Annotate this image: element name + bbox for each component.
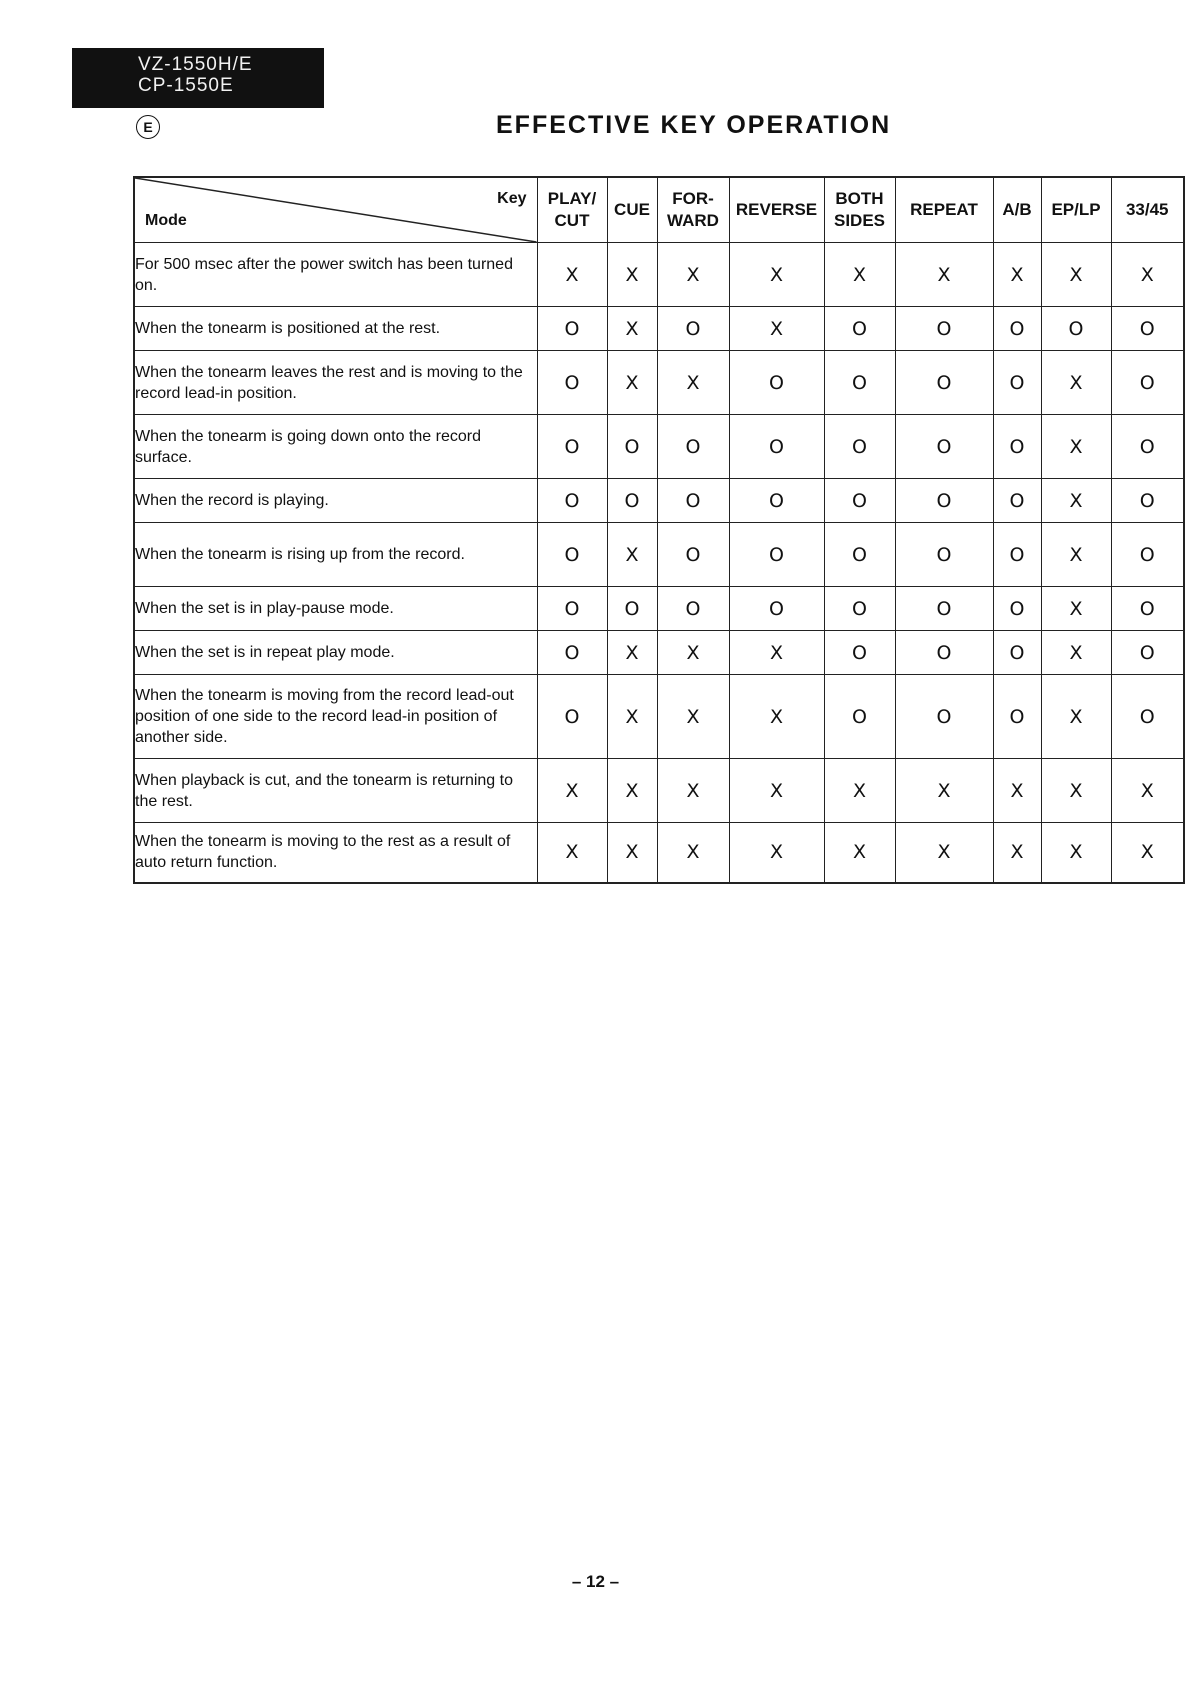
operation-mark: O: [1111, 479, 1184, 523]
operation-mark: X: [1111, 243, 1184, 307]
operation-mark: O: [824, 415, 895, 479]
mode-description: When the record is playing.: [134, 479, 537, 523]
column-header: 33/45: [1111, 177, 1184, 243]
operation-mark: O: [729, 587, 824, 631]
operation-mark: O: [1111, 675, 1184, 759]
model-line-2: CP-1550E: [138, 75, 234, 96]
operation-mark: X: [537, 243, 607, 307]
operation-mark: O: [537, 523, 607, 587]
table-header-row: [134, 177, 1184, 243]
operation-mark: X: [1041, 243, 1111, 307]
operation-mark: X: [607, 631, 657, 675]
operation-mark: O: [1111, 587, 1184, 631]
operation-mark: O: [537, 675, 607, 759]
operation-mark: O: [607, 587, 657, 631]
table-row: [134, 351, 1184, 415]
operation-mark: O: [993, 587, 1041, 631]
operation-mark: X: [729, 759, 824, 823]
operation-mark: X: [895, 759, 993, 823]
operation-mark: X: [607, 351, 657, 415]
operation-mark: O: [993, 351, 1041, 415]
operation-mark: O: [1111, 631, 1184, 675]
column-header: REVERSE: [729, 177, 824, 243]
operation-mark: O: [824, 307, 895, 351]
mode-description: When the set is in repeat play mode.: [134, 631, 537, 675]
operation-mark: O: [537, 415, 607, 479]
operation-mark: X: [729, 823, 824, 883]
mode-label: Mode: [145, 212, 187, 229]
operation-mark: X: [1111, 759, 1184, 823]
mode-description: When the tonearm is positioned at the rest.: [134, 307, 537, 351]
model-line-1: VZ-1550H/E: [138, 54, 253, 75]
operation-mark: O: [993, 675, 1041, 759]
operation-mark: O: [993, 631, 1041, 675]
operation-mark: O: [657, 479, 729, 523]
operation-mark: O: [657, 523, 729, 587]
column-header: BOTH SIDES: [824, 177, 895, 243]
operation-mark: X: [729, 631, 824, 675]
operation-mark: X: [607, 823, 657, 883]
operation-mark: X: [1111, 823, 1184, 883]
operation-mark: X: [1041, 351, 1111, 415]
operation-mark: O: [895, 415, 993, 479]
operation-mark: O: [729, 415, 824, 479]
operation-mark: X: [1041, 587, 1111, 631]
operation-mark: X: [1041, 759, 1111, 823]
operation-mark: O: [537, 351, 607, 415]
mode-description: When the tonearm is going down onto the record surface.: [134, 415, 537, 479]
operation-mark: O: [895, 587, 993, 631]
operation-mark: X: [657, 631, 729, 675]
section-mark: E: [136, 115, 160, 139]
operation-mark: X: [607, 307, 657, 351]
table-row: [134, 307, 1184, 351]
operation-mark: X: [607, 675, 657, 759]
operation-mark: O: [895, 307, 993, 351]
table-row: [134, 415, 1184, 479]
operation-mark: X: [607, 243, 657, 307]
operation-mark: O: [895, 479, 993, 523]
operation-mark: X: [895, 823, 993, 883]
operation-mark: X: [607, 523, 657, 587]
table-row: [134, 523, 1184, 587]
column-header: REPEAT: [895, 177, 993, 243]
mode-description: When the tonearm is moving to the rest as a result of auto return function.: [134, 823, 537, 883]
table-row: [134, 479, 1184, 523]
operation-mark: X: [657, 823, 729, 883]
operation-mark: X: [657, 351, 729, 415]
operation-mark: X: [1041, 479, 1111, 523]
key-mode-corner: [134, 177, 537, 243]
operation-mark: X: [729, 243, 824, 307]
column-header: FOR- WARD: [657, 177, 729, 243]
operation-mark: O: [1111, 351, 1184, 415]
table-row: [134, 675, 1184, 759]
operation-mark: O: [895, 523, 993, 587]
table-row: [134, 243, 1184, 307]
column-header: A/B: [993, 177, 1041, 243]
operation-mark: O: [895, 351, 993, 415]
operation-mark: O: [729, 351, 824, 415]
operation-mark: O: [1111, 307, 1184, 351]
diagonal-divider: [135, 178, 537, 242]
operation-mark: X: [824, 243, 895, 307]
operation-mark: O: [729, 479, 824, 523]
operation-mark: O: [729, 523, 824, 587]
operation-mark: O: [537, 479, 607, 523]
operation-mark: O: [824, 479, 895, 523]
operation-mark: X: [895, 243, 993, 307]
operation-mark: X: [657, 675, 729, 759]
column-header: EP/LP: [1041, 177, 1111, 243]
operation-mark: O: [993, 307, 1041, 351]
operation-mark: X: [824, 823, 895, 883]
operation-mark: O: [824, 631, 895, 675]
column-header: CUE: [607, 177, 657, 243]
model-badge: [72, 48, 324, 108]
operation-mark: X: [993, 823, 1041, 883]
operation-mark: O: [657, 415, 729, 479]
mode-description: When the tonearm is rising up from the record.: [134, 523, 537, 587]
operation-mark: X: [1041, 415, 1111, 479]
operation-mark: O: [824, 523, 895, 587]
operation-mark: X: [537, 759, 607, 823]
operation-mark: X: [607, 759, 657, 823]
operation-mark: O: [1111, 523, 1184, 587]
operation-mark: O: [537, 587, 607, 631]
table-row: [134, 587, 1184, 631]
operation-mark: O: [824, 587, 895, 631]
operation-mark: X: [729, 307, 824, 351]
operation-mark: X: [1041, 823, 1111, 883]
operation-mark: O: [824, 351, 895, 415]
table-row: [134, 823, 1184, 883]
operation-mark: O: [607, 415, 657, 479]
operation-mark: O: [607, 479, 657, 523]
operation-mark: O: [537, 307, 607, 351]
operation-mark: O: [1111, 415, 1184, 479]
operation-mark: X: [993, 759, 1041, 823]
operation-mark: O: [993, 415, 1041, 479]
operation-mark: O: [657, 307, 729, 351]
operation-mark: X: [993, 243, 1041, 307]
operation-mark: X: [1041, 631, 1111, 675]
mode-description: When the tonearm is moving from the record lead-out position of one side to the record lead-in position of another side.: [134, 675, 537, 759]
operation-mark: O: [895, 675, 993, 759]
key-operation-table: [133, 176, 1185, 884]
operation-mark: O: [993, 523, 1041, 587]
operation-mark: O: [1041, 307, 1111, 351]
operation-mark: X: [1041, 675, 1111, 759]
operation-mark: X: [657, 243, 729, 307]
operation-mark: X: [657, 759, 729, 823]
operation-mark: X: [1041, 523, 1111, 587]
mode-description: When the set is in play-pause mode.: [134, 587, 537, 631]
operation-mark: O: [895, 631, 993, 675]
operation-mark: X: [824, 759, 895, 823]
page-number: – 12 –: [571, 1572, 620, 1591]
table-row: [134, 759, 1184, 823]
operation-mark: O: [824, 675, 895, 759]
operation-mark: O: [657, 587, 729, 631]
page-title: EFFECTIVE KEY OPERATION: [496, 111, 892, 139]
operation-mark: O: [993, 479, 1041, 523]
mode-description: When the tonearm leaves the rest and is moving to the record lead-in position.: [134, 351, 537, 415]
column-header: PLAY/ CUT: [537, 177, 607, 243]
operation-mark: O: [537, 631, 607, 675]
mode-description: When playback is cut, and the tonearm is returning to the rest.: [134, 759, 537, 823]
table-row: [134, 631, 1184, 675]
mode-description: For 500 msec after the power switch has been turned on.: [134, 243, 537, 307]
key-label: Key: [497, 190, 527, 207]
operation-mark: X: [537, 823, 607, 883]
operation-mark: X: [729, 675, 824, 759]
